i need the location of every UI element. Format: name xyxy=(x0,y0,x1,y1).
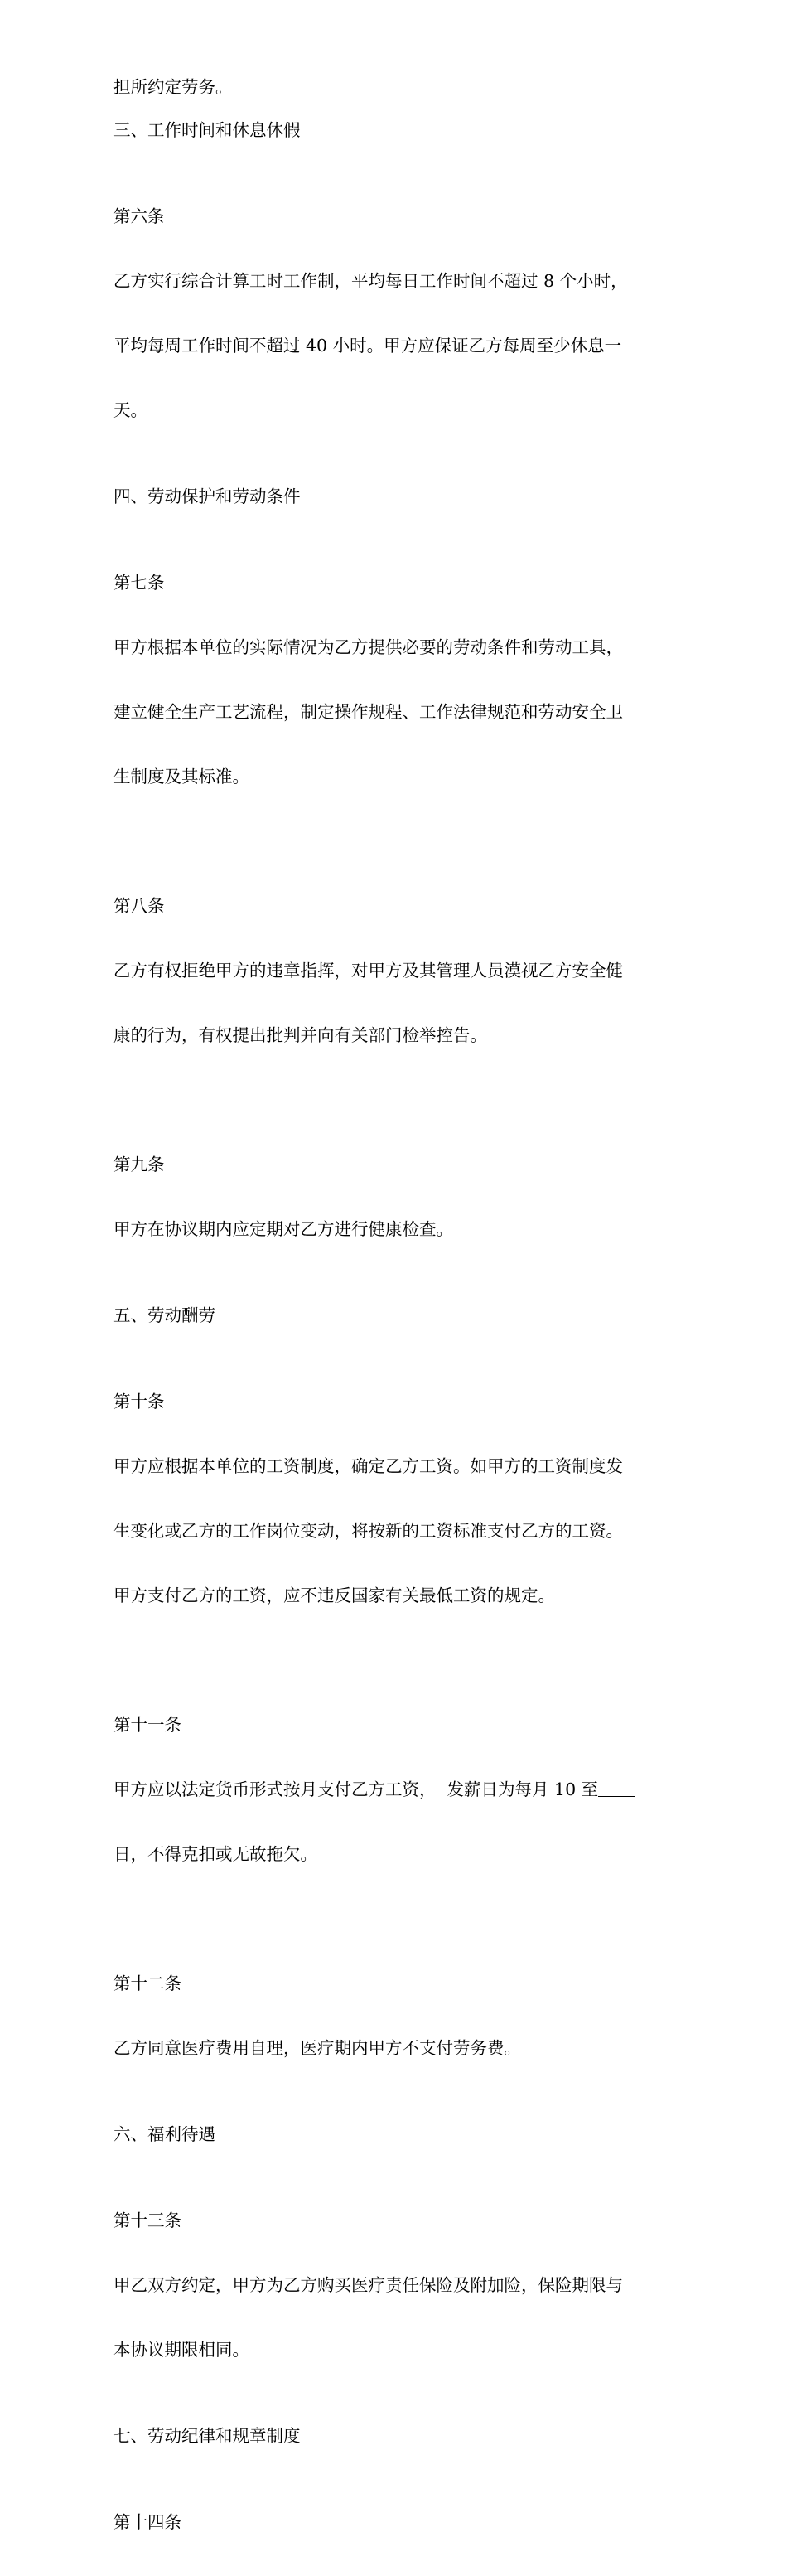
section-heading-5: 五、劳动酬劳 xyxy=(113,1305,215,1325)
article-6: 第六条 乙方实行综合计算工时工作制，平均每日工作时间不超过 8 个小时， 平均每周工作时间不超过 40 小时。甲方应保证乙方每周至少休息一 天。 xyxy=(113,162,688,464)
article-8: 第八条 乙方有权拒绝甲方的违章指挥，对甲方及其管理人员漠视乙方安全健 康的行为，有权提出批判并向有关部门检举控告。 xyxy=(113,852,688,1089)
section-heading-4: 四、劳动保护和劳动条件 xyxy=(113,487,301,506)
paragraph-continuation: 担所约定劳务。 xyxy=(113,77,233,97)
article-title: 第十条 xyxy=(113,1392,165,1411)
article-title: 第十二条 xyxy=(113,1973,181,1993)
section-heading-6: 六、福利待遇 xyxy=(113,2124,215,2144)
section-heading-3: 三、工作时间和休息休假 xyxy=(113,120,301,140)
article-10: 第十条 甲方应根据本单位的工资制度，确定乙方工资。如甲方的工资制度发 生变化或乙方的工作岗位变动，将按新的工资标准支付乙方的工资。 甲方支付乙方的工资，应不违反国家有关最低工资的规定。 xyxy=(113,1348,688,1649)
section-heading-7: 七、劳动纪律和规章制度 xyxy=(113,2426,301,2446)
article-title: 第十三条 xyxy=(113,2210,181,2230)
article-title: 第七条 xyxy=(113,573,165,593)
article-13: 第十三条 甲乙双方约定，甲方为乙方购买医疗责任保险及附加险，保险期限与 本协议期限相同。 xyxy=(113,2167,688,2404)
article-14 xyxy=(113,2468,688,2576)
article-title: 第十一条 xyxy=(113,1715,181,1735)
article-title: 第九条 xyxy=(113,1155,165,1174)
article-12: 第十二条 乙方同意医疗费用自理，医疗期内甲方不支付劳务费。 xyxy=(113,1930,688,2102)
article-title: 第十四条 xyxy=(113,2512,181,2532)
article-title: 第八条 xyxy=(113,896,165,916)
article-title: 第六条 xyxy=(113,206,165,226)
fill-in-blank xyxy=(598,1781,635,1797)
article-11: 第十一条 甲方应以法定货币形式按月支付乙方工资， 发薪日为每月 10 至 日，不得克扣或无故拖欠。 xyxy=(113,1671,688,1908)
article-7: 第七条 甲方根据本单位的实际情况为乙方提供必要的劳动条件和劳动工具， 建立健全生产工艺流程，制定操作规程、工作法律规范和劳动安全卫 生制度及其标准。 xyxy=(113,529,688,830)
article-9: 第九条 甲方在协议期内应定期对乙方进行健康检查。 xyxy=(113,1111,688,1283)
